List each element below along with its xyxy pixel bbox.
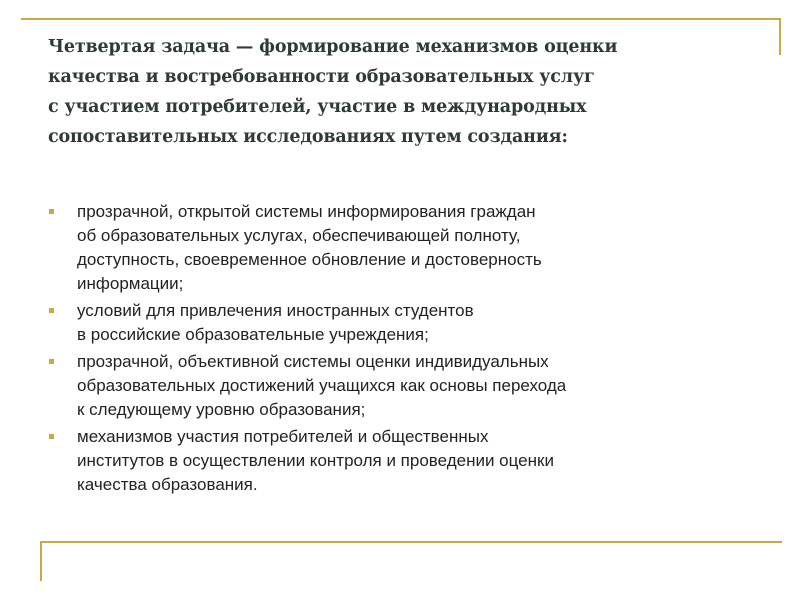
bullet-list [48,200,768,497]
title-line: качества и востребованности образовательных услуг [48,67,595,87]
left-decorative-rule [40,541,42,581]
top-decorative-rule [21,18,780,20]
bullet-item [48,200,768,296]
bullet-line: механизмов участия потребителей и общественных [77,427,489,446]
bullet-item [48,425,768,497]
bullet-line: в российские образовательные учреждения; [77,325,429,344]
bullet-marker-icon [49,308,54,313]
title-line: с участием потребителей, участие в международных [48,97,587,117]
right-decorative-rule [779,18,781,55]
bullet-line: качества образования. [77,475,258,494]
slide-title [48,32,748,152]
bullet-marker-icon [49,209,54,214]
bullet-line: условий для привлечения иностранных студентов [77,301,474,320]
bullet-text [77,200,768,296]
bullet-line: об образовательных услугах, обеспечивающей полноту, [77,226,521,245]
bullet-marker-icon [49,434,54,439]
bullet-marker-icon [49,359,54,364]
bullet-line: доступность, своевременное обновление и достоверность [77,250,542,269]
bullet-line: прозрачной, объективной системы оценки индивидуальных [77,352,549,371]
bottom-decorative-rule [40,541,782,543]
bullet-text [77,299,768,347]
title-line: сопоставительных исследованиях путем создания: [48,127,568,147]
bullet-line: образовательных достижений учащихся как основы перехода [77,376,567,395]
bullet-text [77,425,768,497]
bullet-line: к следующему уровню образования; [77,400,366,419]
bullet-text [77,350,768,422]
bullet-line: институтов в осуществлении контроля и проведении оценки [77,451,554,470]
bullet-item [48,350,768,422]
bullet-line: прозрачной, открытой системы информирования граждан [77,202,536,221]
title-line: Четвертая задача — формирование механизмов оценки [48,37,618,57]
bullet-item [48,299,768,347]
bullet-line: информации; [77,274,184,293]
